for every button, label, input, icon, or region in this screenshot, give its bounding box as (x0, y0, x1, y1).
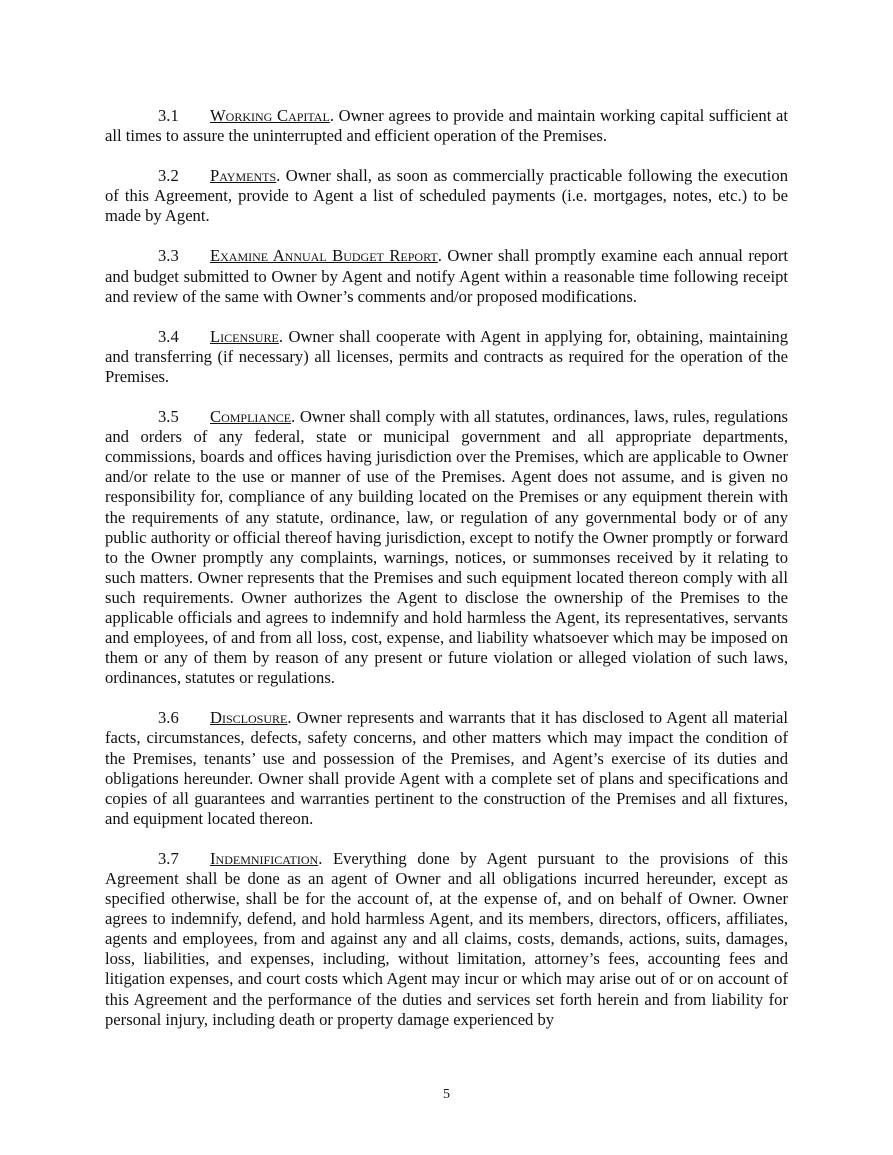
document-page (105, 106, 788, 1050)
section-3-2: 3.2 Payments. Owner shall, as soon as commercially practicable following the execution of this Agreement, provide to Agent a list of scheduled payments (i.e. mortgages, notes, etc.) to be made by Agent. (105, 166, 788, 226)
section-text: Owner shall comply with all statutes, ordinances, laws, rules, regulations and orders of any federal, state or municipal government and all appropriate departments, commissions, boards and offices having jurisdiction over the Premises, which are applicable to Owner and/or relate to the use or manner of use of the Premises. Agent does not assume, and is given no responsibility for, compliance of any building located on the Premises or any equipment therein with the requirements of any statute, ordinance, law, or regulation of any governmental body or of any public authority or official thereof having jurisdiction, except to notify the Owner promptly or forward to the Owner promptly any complaints, warnings, notices, or summonses received by it relating to such matters. Owner represents that the Premises and such equipment located thereon comply with all such requirements. Owner authorizes the Agent to disclose the ownership of the Premises to the applicable officials and agrees to indemnify and hold harmless the Agent, its representatives, servants and employees, of and from all loss, cost, expense, and liability whatsoever which may be imposed on them or any of them by reason of any present or future violation or alleged violation of such laws, ordinances, statutes or regulations. (105, 407, 789, 688)
section-3-4: 3.4 Licensure. Owner shall cooperate with Agent in applying for, obtaining, maintaining and transferring (if necessary) all licenses, permits and contracts as required for the operation of the Premises. (105, 326, 788, 386)
section-heading: Examine Annual Budget Report (210, 246, 438, 266)
section-number: 3.6 (158, 708, 179, 728)
section-text: Owner agrees to provide and maintain working capital sufficient at all times to assure the uninterrupted and efficient operation of the Premises. (105, 106, 789, 146)
section-heading: Working Capital (210, 106, 330, 125)
section-heading: Disclosure (210, 708, 288, 728)
section-heading: Compliance (210, 407, 292, 427)
section-text: Owner shall cooperate with Agent in applying for, obtaining, maintaining and transferring (if necessary) all licenses, permits and contracts as required for the operation of the Premises. (105, 326, 788, 386)
section-3-5: 3.5 Compliance. Owner shall comply with all statutes, ordinances, laws, rules, regulations and orders of any federal, state or municipal government and all appropriate departments, commissions, boards and offices having jurisdiction over the Premises, which are applicable to Owner and/or relate to the use or manner of use of the Premises. Agent does not assume, and is given no responsibility for, compliance of any building located on the Premises or any equipment therein with the requirements of any statute, ordinance, law, or regulation of any governmental body or of any public authority or official thereof having jurisdiction, except to notify the Owner promptly or forward to the Owner promptly any complaints, warnings, notices, or summonses received by it relating to such matters. Owner represents that the Premises and such equipment located thereon comply with all such requirements. Owner authorizes the Agent to disclose the ownership of the Premises to the applicable officials and agrees to indemnify and hold harmless the Agent, its representatives, servants and employees, of and from all loss, cost, expense, and liability whatsoever which may be imposed on them or any of them by reason of any present or future violation or alleged violation of such laws, ordinances, statutes or regulations. (105, 407, 789, 688)
section-3-1: 3.1 Working Capital. Owner agrees to provide and maintain working capital sufficient at all times to assure the uninterrupted and efficient operation of the Premises. (105, 106, 789, 146)
section-text: Owner represents and warrants that it has disclosed to Agent all material facts, circumstances, defects, safety concerns, and other matters which may impact the condition of the Premises, tenants’ use and possession of the Premises, and Agent’s exercise of its duties and obligations hereunder. Owner shall provide Agent with a complete set of plans and specifications and copies of all guarantees and warranties pertinent to the construction of the Premises and all fixtures, and equipment located thereon. (105, 708, 788, 828)
section-text: Owner shall promptly examine each annual report and budget submitted to Owner by Agent and notify Agent within a reasonable time following receipt and review of the same with Owner’s comments and/or proposed modifications. (105, 246, 789, 306)
section-heading: Licensure (210, 326, 279, 346)
page-number: 5 (443, 1087, 450, 1102)
section-number: 3.5 (158, 407, 179, 427)
section-3-6: 3.6 Disclosure. Owner represents and warrants that it has disclosed to Agent all material facts, circumstances, defects, safety concerns, and other matters which may impact the condition of the Premises, tenants’ use and possession of the Premises, and Agent’s exercise of its duties and obligations hereunder. Owner shall provide Agent with a complete set of plans and specifications and copies of all guarantees and warranties pertinent to the construction of the Premises and all fixtures, and equipment located thereon. (105, 708, 788, 828)
section-number: 3.7 (158, 848, 179, 868)
section-text: Owner shall, as soon as commercially practicable following the execution of this Agreement, provide to Agent a list of scheduled payments (i.e. mortgages, notes, etc.) to be made by Agent. (105, 166, 788, 226)
section-number: 3.2 (158, 166, 179, 186)
section-number: 3.4 (158, 326, 179, 346)
section-heading: Indemnification (210, 848, 319, 868)
section-3-7: 3.7 Indemnification. Everything done by Agent pursuant to the provisions of this Agreement shall be done as an agent of Owner and all obligations incurred hereunder, except as specified otherwise, shall be for the account of, at the expense of, and on behalf of Owner. Owner agrees to indemnify, defend, and hold harmless Agent, and its members, directors, officers, affiliates, agents and employees, from and against any and all claims, costs, demands, actions, suits, damages, loss, liabilities, and expenses, including, without limitation, attorney’s fees, accounting fees and litigation expenses, and court costs which Agent may incur or which may arise out of or on account of this Agreement and the performance of the duties and services set forth herein and from liability for personal injury, including death or property damage experienced by (105, 848, 788, 1029)
section-heading: Payments (210, 166, 277, 186)
section-number: 3.1 (158, 106, 179, 125)
section-number: 3.3 (158, 246, 179, 266)
section-3-3: 3.3 Examine Annual Budget Report. Owner shall promptly examine each annual report and budget submitted to Owner by Agent and notify Agent within a reasonable time following receipt and review of the same with Owner’s comments and/or proposed modifications. (105, 246, 789, 306)
section-text: Everything done by Agent pursuant to the provisions of this Agreement shall be done as an agent of Owner and all obligations incurred hereunder, except as specified otherwise, shall be for the account of, at the expense of, and on behalf of Owner. Owner agrees to indemnify, defend, and hold harmless Agent, and its members, directors, officers, affiliates, agents and employees, from and against any and all claims, costs, demands, actions, suits, damages, loss, liabilities, and expenses, including, without limitation, attorney’s fees, accounting fees and litigation expenses, and court costs which Agent may incur or which may arise out of or on account of this Agreement and the performance of the duties and services set forth herein and from liability for personal injury, including death or property damage experienced by (105, 848, 788, 1029)
